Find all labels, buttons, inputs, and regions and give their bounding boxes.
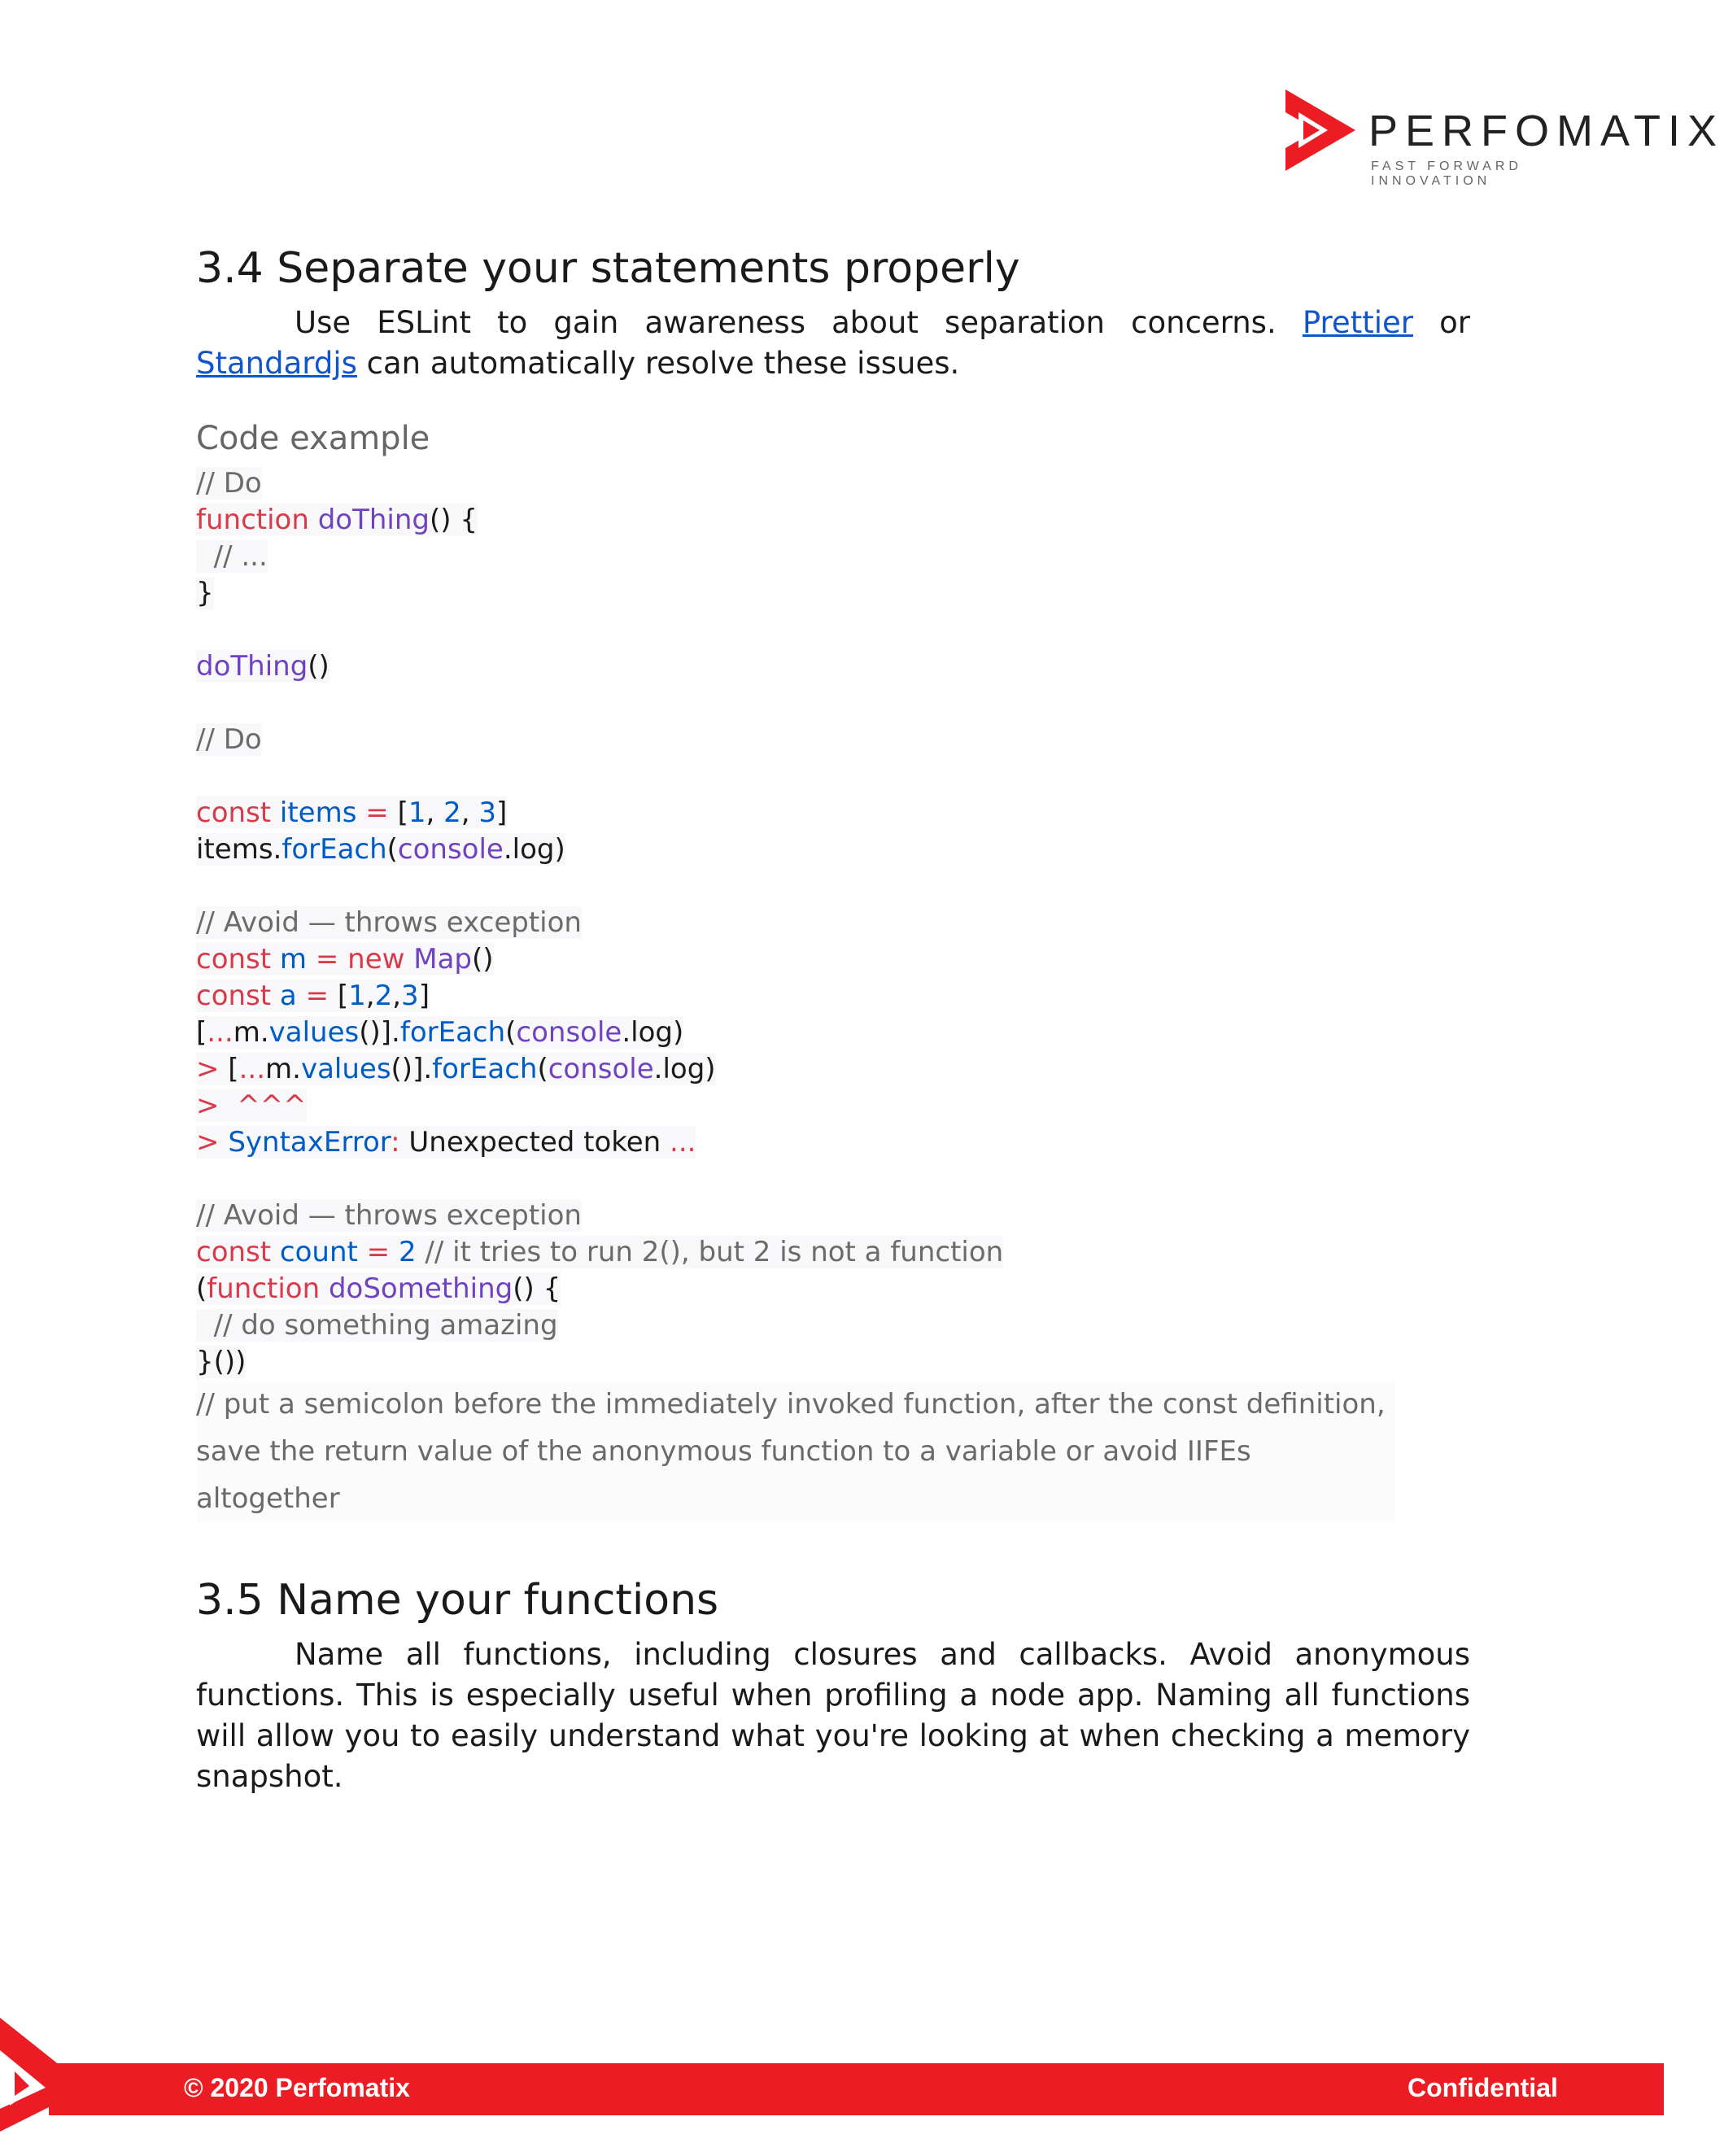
logo-tagline: FAST FORWARD INNOVATION: [1371, 159, 1522, 188]
code-line: // Do: [196, 723, 262, 756]
document-body: [196, 236, 1470, 1797]
perfomatix-logo: [1284, 88, 1724, 188]
code-line: > [...m.values()].forEach(console.log): [196, 1053, 716, 1085]
footer-confidential: Confidential: [1408, 2073, 1558, 2102]
code-line: [...m.values()].forEach(console.log): [196, 1016, 684, 1049]
code-line: // ...: [196, 540, 268, 573]
standardjs-link[interactable]: Standardjs: [196, 346, 357, 381]
code-line: const items = [1, 2, 3]: [196, 796, 508, 829]
code-line: doThing(): [196, 650, 330, 683]
code-line: (function doSomething() {: [196, 1272, 561, 1305]
footer-logo-icon: [0, 2018, 89, 2132]
code-line: // Avoid — throws exception: [196, 906, 582, 939]
footer-copyright: © 2020 Perfomatix: [184, 2073, 410, 2102]
para-text: can automatically resolve these issues.: [356, 346, 960, 381]
prettier-link[interactable]: Prettier: [1302, 305, 1413, 340]
code-line: // Do: [196, 467, 262, 500]
code-block: [196, 465, 1470, 1522]
code-example-subheading: Code example: [196, 420, 430, 457]
code-line: const a = [1,2,3]: [196, 980, 430, 1012]
perfomatix-logo-icon: [1284, 88, 1357, 172]
code-line-blank: [196, 612, 1470, 648]
para-text: or: [1412, 305, 1470, 340]
logo-name: PERFOMATIX: [1368, 107, 1724, 155]
code-line: > ^^^: [196, 1089, 307, 1122]
section-3-4-paragraph: [196, 303, 1470, 384]
code-line: const count = 2 // it tries to run 2(), but 2 is not a function: [196, 1236, 1004, 1268]
code-line: // Avoid — throws exception: [196, 1199, 582, 1232]
code-line-blank: [196, 868, 1470, 905]
code-line: items.forEach(console.log): [196, 833, 565, 866]
code-line: // do something amazing: [196, 1309, 558, 1342]
section-heading-3-4: 3.4 Separate your statements properly: [196, 244, 1020, 293]
section-3-5: [196, 1568, 1470, 1797]
section-3-5-paragraph: Name all functions, including closures and callbacks. Avoid anonymous functions. This is especially useful when profiling a node app. Naming all functions will allow you to easily understand what you're looking at when checking a memory snapshot.: [196, 1637, 1470, 1794]
code-line: }()): [196, 1346, 247, 1378]
code-line: const m = new Map(): [196, 943, 494, 975]
footer: [0, 2018, 1666, 2132]
code-line: function doThing() {: [196, 504, 478, 536]
code-line: > SyntaxError: Unexpected token ...: [196, 1126, 696, 1159]
section-heading-3-5: 3.5 Name your functions: [196, 1576, 719, 1625]
code-line-comment: // put a semicolon before the immediately invoked function, after the const definition, save the return value of the anonymous function to a variable or avoid IIFEs altogether: [196, 1381, 1395, 1522]
para-text: Use ESLint to gain awareness about separation concerns.: [295, 305, 1303, 340]
code-line-blank: [196, 758, 1470, 795]
code-line: }: [196, 577, 214, 609]
code-line-blank: [196, 685, 1470, 722]
code-line-blank: [196, 1161, 1470, 1198]
